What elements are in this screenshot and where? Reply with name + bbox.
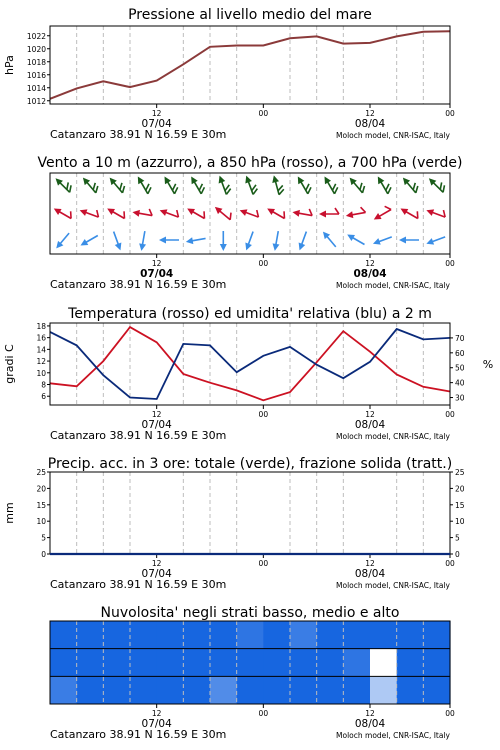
x-tick-label: 00: [258, 259, 269, 268]
y-tick-label: 30: [455, 393, 465, 403]
cloud-cell: [317, 621, 344, 649]
arrow-head: [372, 213, 382, 223]
wind-arrow-2: [243, 230, 256, 251]
wind-arrow-2: [296, 230, 309, 251]
x-tick-label: 12: [151, 559, 162, 568]
arrow-head: [185, 205, 195, 215]
arrow-head: [372, 238, 381, 247]
wind-arrow-2: [399, 237, 419, 244]
panel-4: [3, 456, 465, 591]
wind-arrow-1: [319, 208, 339, 218]
cloud-cell: [317, 649, 344, 677]
x-tick-label: 12: [151, 410, 162, 419]
x-tick-label: 12: [365, 559, 375, 568]
arrow-head: [52, 205, 62, 215]
cloud-cell: [130, 676, 157, 704]
y-axis-label: hPa: [3, 55, 16, 75]
arrow-head: [159, 237, 166, 244]
y-axis-label: gradi C: [3, 344, 16, 384]
arrow-head: [79, 239, 89, 249]
model-credit: Moloch model, CNR-ISAC, Italy: [336, 731, 450, 740]
y-tick-label: 60: [455, 348, 465, 358]
date-label: 08/04: [353, 268, 387, 280]
arrow-head: [295, 175, 305, 185]
y-tick-label: 10: [455, 517, 465, 527]
cloud-cell: [77, 621, 104, 649]
x-tick-label: 00: [445, 709, 455, 718]
wind-arrow-1: [105, 203, 127, 221]
cloud-cell: [103, 649, 130, 677]
arrow-head: [105, 205, 115, 215]
x-tick-label: 12: [151, 259, 162, 268]
wind-arrow-0: [400, 174, 420, 195]
wind-arrow-2: [138, 231, 148, 252]
y-tick-label: 1020: [26, 44, 46, 54]
y-tick-label: 8: [41, 380, 46, 390]
wind-arrow-1: [292, 206, 313, 219]
cloud-cell: [103, 621, 130, 649]
wind-arrow-0: [216, 174, 232, 196]
wind-arrow-2: [185, 235, 206, 245]
x-tick-label: 12: [365, 709, 375, 718]
cloud-cell: [290, 621, 317, 649]
wind-arrow-1: [371, 204, 393, 222]
arrow-head: [185, 237, 193, 245]
x-tick-label: 00: [445, 410, 455, 419]
arrow-head: [345, 231, 355, 241]
model-credit: Moloch model, CNR-ISAC, Italy: [336, 432, 450, 441]
panel-3: [3, 306, 493, 442]
arrow-head: [265, 205, 275, 215]
cloud-cell: [397, 649, 424, 677]
y-tick-label: 20: [455, 484, 465, 494]
cloud-cell: [370, 649, 397, 677]
date-label: 08/04: [354, 419, 386, 431]
arrow-head: [375, 175, 385, 185]
cloud-cell: [130, 649, 157, 677]
cloud-cell: [343, 621, 370, 649]
x-tick-label: 00: [258, 709, 269, 718]
date-label: 07/04: [141, 419, 172, 431]
location-label: Catanzaro 38.91 N 16.59 E 30m: [50, 128, 227, 141]
arrow-head: [292, 209, 300, 217]
wind-arrow-1: [132, 206, 153, 219]
y-tick-label: 6: [41, 392, 46, 402]
x-tick-label: 00: [445, 109, 455, 118]
wind-arrow-1: [399, 203, 421, 221]
cloud-cell: [103, 676, 130, 704]
cloud-cell: [423, 621, 450, 649]
y-tick-label: 1022: [26, 31, 46, 41]
arrow-head: [425, 238, 434, 247]
cloud-cell: [290, 649, 317, 677]
wind-arrow-1: [238, 205, 260, 221]
cloud-cell: [183, 676, 210, 704]
x-tick-label: 00: [258, 410, 269, 419]
y-tick-label: 15: [455, 500, 465, 510]
wind-arrow-0: [53, 174, 74, 195]
y-axis-label: mm: [3, 502, 16, 524]
wind-arrow-1: [213, 202, 234, 222]
y-tick-label: 1018: [26, 57, 46, 67]
wind-arrow-2: [79, 232, 100, 248]
cloud-cell: [50, 621, 77, 649]
wind-arrow-0: [107, 174, 127, 195]
panel-2: [37, 155, 462, 291]
arrow-head: [243, 174, 252, 183]
arrow-head: [321, 175, 331, 185]
humidity-line: [50, 329, 450, 399]
cloud-cell: [183, 649, 210, 677]
arrow-head: [296, 243, 305, 252]
y-tick-label: 1016: [26, 70, 46, 80]
cloud-cell: [237, 676, 264, 704]
cloud-cell: [343, 649, 370, 677]
x-tick-label: 00: [258, 109, 269, 118]
y-axis-label-right: %: [482, 358, 494, 371]
arrow-head: [135, 175, 145, 185]
cloud-cell: [370, 621, 397, 649]
y-tick-label: 14: [36, 345, 46, 355]
arrow-head: [138, 243, 146, 251]
panel-title: Nuvolosita' negli strati basso, medio e alto: [100, 605, 400, 621]
wind-arrow-2: [372, 234, 393, 247]
date-label: 08/04: [354, 118, 386, 130]
wind-arrow-0: [347, 174, 367, 195]
y-tick-label: 40: [455, 378, 465, 388]
x-tick-label: 00: [258, 559, 269, 568]
date-label: 07/04: [140, 268, 174, 280]
wind-arrow-0: [243, 174, 259, 196]
wind-arrow-0: [426, 174, 447, 195]
x-tick-label: 12: [365, 259, 375, 268]
cloud-cell: [237, 621, 264, 649]
wind-arrow-2: [220, 231, 227, 251]
arrow-head: [345, 211, 353, 219]
date-label: 07/04: [141, 118, 172, 130]
arrow-head: [399, 205, 409, 215]
cloud-cell: [210, 649, 237, 677]
wind-arrow-2: [320, 229, 338, 249]
model-credit: Moloch model, CNR-ISAC, Italy: [336, 581, 450, 590]
wind-arrow-0: [270, 174, 284, 196]
wind-arrow-0: [135, 173, 153, 195]
y-tick-label: 1012: [26, 96, 46, 106]
y-tick-label: 0: [455, 550, 460, 559]
x-tick-label: 12: [151, 709, 162, 718]
arrow-head: [132, 209, 140, 217]
wind-arrow-2: [159, 237, 179, 244]
cloud-cell: [397, 621, 424, 649]
arrow-head: [243, 243, 252, 252]
cloud-cell: [77, 649, 104, 677]
y-tick-label: 5: [41, 533, 46, 543]
y-tick-label: 15: [36, 500, 46, 510]
cloud-cell: [210, 621, 237, 649]
wind-arrow-2: [345, 231, 366, 247]
arrow-head: [78, 207, 87, 216]
arrow-head: [238, 207, 247, 216]
wind-arrow-1: [78, 205, 100, 221]
arrow-head: [158, 207, 167, 216]
wind-arrow-0: [188, 173, 206, 195]
y-tick-label: 50: [455, 363, 465, 373]
arrow-head: [216, 174, 225, 183]
plot-frame: [50, 472, 450, 554]
date-label: 07/04: [141, 718, 172, 730]
arrow-head: [161, 175, 171, 185]
wind-arrow-0: [375, 173, 393, 195]
y-tick-label: 12: [36, 357, 46, 367]
location-label: Catanzaro 38.91 N 16.59 E 30m: [50, 429, 227, 442]
arrow-head: [188, 175, 198, 185]
wind-arrow-1: [265, 203, 287, 221]
wind-arrow-1: [185, 203, 207, 221]
cloud-cell: [183, 621, 210, 649]
x-tick-label: 00: [445, 259, 455, 268]
wind-arrow-2: [110, 230, 123, 251]
panel-title: Precip. acc. in 3 ore: totale (verde), frazione solida (tratt.): [47, 456, 453, 472]
date-label: 08/04: [354, 718, 386, 730]
cloud-cell: [263, 676, 290, 704]
wind-arrow-1: [158, 205, 180, 221]
cloud-cell: [343, 676, 370, 704]
pressure-line: [50, 31, 450, 99]
arrow-head: [425, 207, 434, 216]
wind-arrow-0: [80, 174, 100, 195]
wind-arrow-0: [321, 173, 339, 195]
cloud-cell: [263, 621, 290, 649]
wind-arrow-0: [161, 173, 179, 195]
x-tick-label: 12: [365, 109, 375, 118]
y-tick-label: 25: [36, 468, 46, 477]
wind-arrow-1: [345, 207, 366, 220]
cloud-cell: [157, 649, 184, 677]
y-tick-label: 25: [455, 468, 465, 477]
cloud-cell: [263, 649, 290, 677]
model-credit: Moloch model, CNR-ISAC, Italy: [336, 281, 450, 290]
wind-arrow-0: [295, 173, 313, 195]
date-label: 08/04: [354, 568, 386, 580]
arrow-head: [319, 211, 326, 218]
wind-arrow-2: [271, 231, 281, 252]
arrow-barb: [335, 208, 339, 214]
cloud-cell: [50, 649, 77, 677]
x-tick-label: 12: [151, 109, 162, 118]
arrow-head: [220, 244, 227, 251]
cloud-cell: [423, 676, 450, 704]
cloud-cell: [210, 676, 237, 704]
arrow-head: [399, 237, 406, 244]
arrow-head: [270, 174, 279, 183]
cloud-cell: [157, 676, 184, 704]
model-credit: Moloch model, CNR-ISAC, Italy: [336, 131, 450, 140]
y-tick-label: 5: [455, 533, 460, 543]
cloud-cell: [130, 621, 157, 649]
panel-title: Vento a 10 m (azzurro), a 850 hPa (rosso), a 700 hPa (verde): [37, 155, 463, 171]
x-tick-label: 00: [445, 559, 455, 568]
location-label: Catanzaro 38.91 N 16.59 E 30m: [50, 728, 227, 741]
cloud-cell: [317, 676, 344, 704]
cloud-cell: [77, 676, 104, 704]
y-tick-label: 20: [36, 484, 46, 494]
wind-arrow-1: [52, 203, 74, 221]
wind-arrow-2: [54, 231, 72, 251]
cloud-cell: [397, 676, 424, 704]
y-tick-label: 10: [36, 517, 46, 527]
cloud-cell: [157, 621, 184, 649]
location-label: Catanzaro 38.91 N 16.59 E 30m: [50, 278, 227, 291]
cloud-cell: [423, 649, 450, 677]
panel-title: Temperatura (rosso) ed umidita' relativa (blu) a 2 m: [68, 306, 432, 322]
arrow-head: [271, 243, 279, 251]
panel-title: Pressione al livello medio del mare: [128, 7, 372, 23]
cloud-cell: [370, 676, 397, 704]
x-tick-label: 12: [365, 410, 375, 419]
y-tick-label: 1014: [26, 83, 46, 93]
cloud-cell: [290, 676, 317, 704]
cloud-cell: [237, 649, 264, 677]
location-label: Catanzaro 38.91 N 16.59 E 30m: [50, 578, 227, 591]
cloud-cell: [50, 676, 77, 704]
y-tick-label: 70: [455, 333, 465, 343]
y-tick-label: 16: [36, 333, 46, 343]
y-tick-label: 18: [36, 321, 46, 331]
wind-arrow-1: [425, 205, 447, 221]
panel-1: [3, 7, 455, 141]
wind-arrow-2: [425, 234, 446, 247]
y-tick-label: 10: [36, 368, 46, 378]
y-tick-label: 0: [41, 550, 46, 559]
date-label: 07/04: [141, 568, 172, 580]
arrow-head: [115, 243, 124, 252]
panel-5: [50, 605, 455, 741]
